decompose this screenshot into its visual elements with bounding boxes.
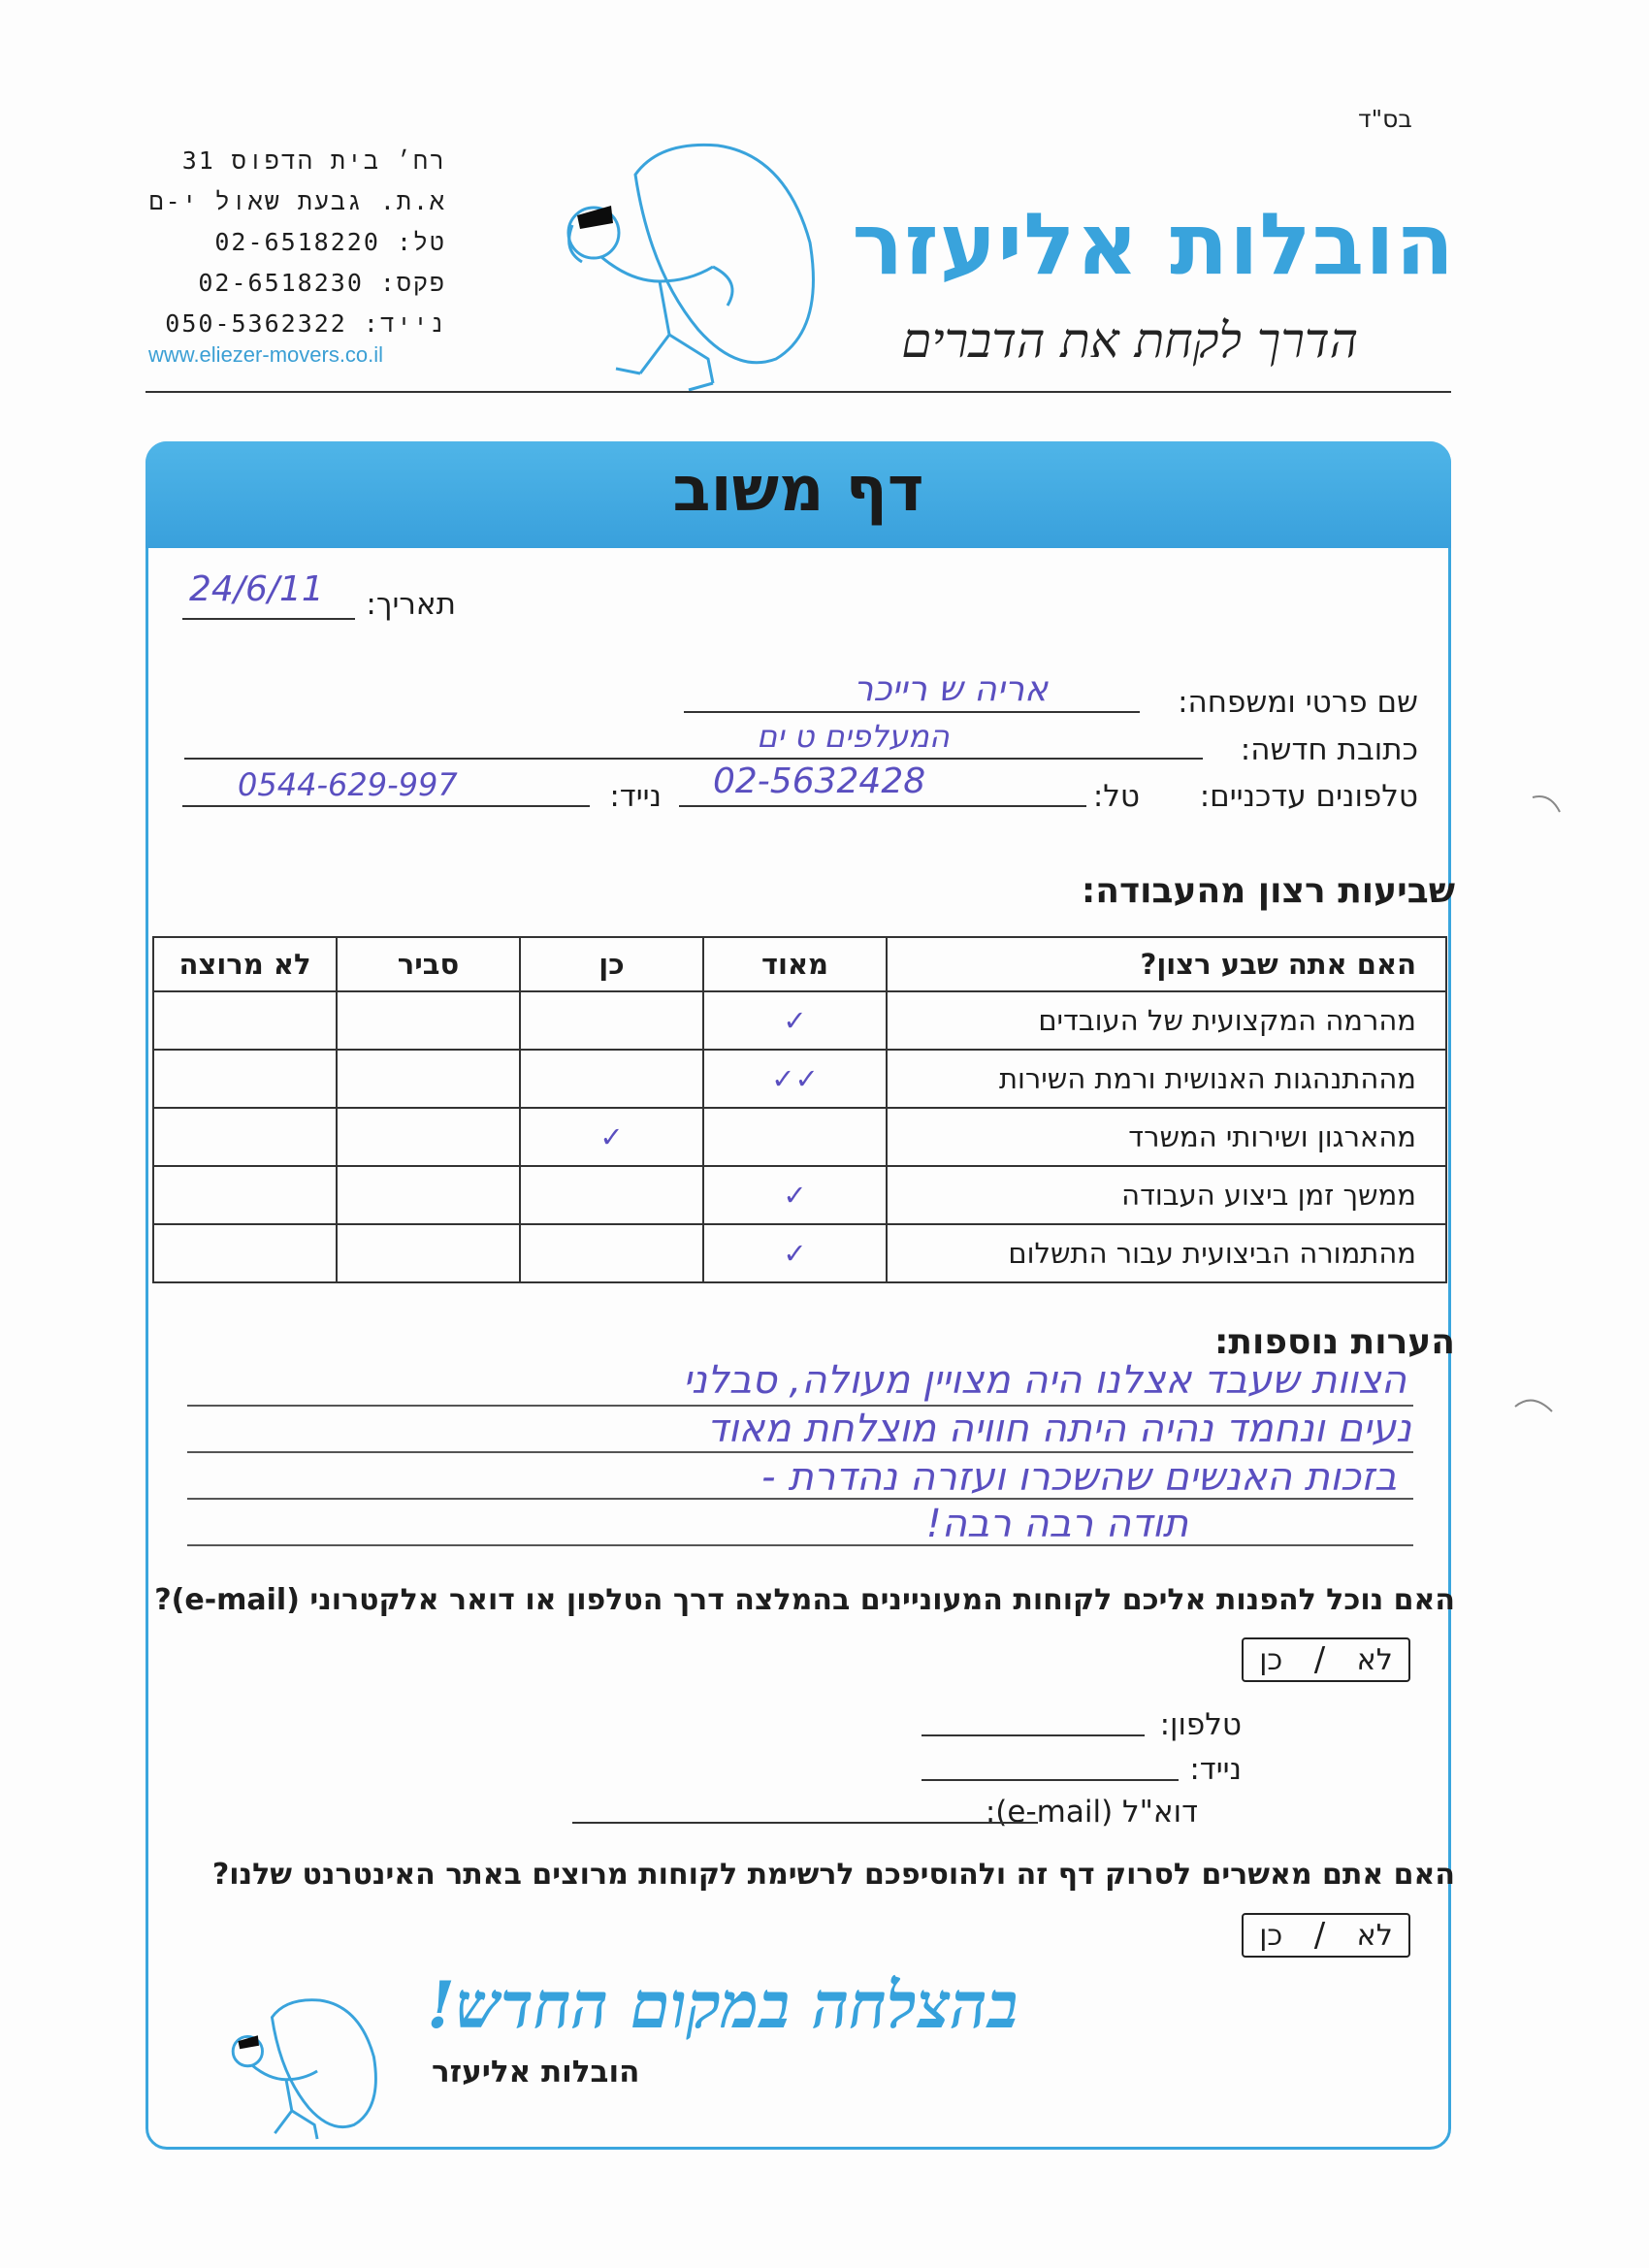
header-divider bbox=[146, 391, 1451, 393]
footer-slogan: בהצלחה במקום החדש! bbox=[427, 1967, 1018, 2043]
check-cell-very[interactable] bbox=[703, 1108, 887, 1166]
check-cell-very[interactable]: ✓ bbox=[703, 991, 887, 1050]
slash-divider: / bbox=[1313, 1916, 1326, 1955]
date-value: 24/6/11 bbox=[189, 569, 324, 609]
footer-company-name: הובלות אליעזר bbox=[432, 2055, 640, 2090]
column-header: סביר bbox=[337, 937, 520, 991]
comment-text: הצוות שעבד אצלנו היה מצויין מעולה, סבלני bbox=[683, 1358, 1406, 1403]
comment-text: תודה רבה רבה! bbox=[925, 1502, 1188, 1546]
check-cell-yes[interactable] bbox=[520, 991, 703, 1050]
tel-value: 02-5632428 bbox=[713, 761, 926, 801]
address-line: א.ת. גבעת שאול י-ם bbox=[148, 187, 446, 215]
row-question: מהרמה המקצועית של העובדים bbox=[887, 991, 1446, 1050]
mobile-value: 0544-629-997 bbox=[238, 766, 458, 803]
no-option[interactable]: לא bbox=[1356, 1918, 1393, 1953]
check-cell-fair[interactable] bbox=[337, 991, 520, 1050]
check-cell-fair[interactable] bbox=[337, 1108, 520, 1166]
slash-divider: / bbox=[1313, 1640, 1326, 1679]
mobile-line[interactable] bbox=[182, 805, 590, 807]
phone-line: טל: 02-6518220 bbox=[214, 228, 446, 256]
satisfaction-heading: שביעות רצון מהעבודה: bbox=[1081, 871, 1455, 911]
scan-yes-no[interactable] bbox=[1242, 1913, 1410, 1958]
yes-option[interactable]: כן bbox=[1259, 1918, 1283, 1953]
check-cell-unhappy[interactable] bbox=[153, 991, 337, 1050]
mover-mascot-icon bbox=[543, 136, 834, 398]
mobile-line: נייד: 050-5362322 bbox=[165, 309, 446, 338]
row-question: מהארגון ושירותי המשרד bbox=[887, 1108, 1446, 1166]
scan-artifact-mark bbox=[1513, 1387, 1562, 1436]
check-cell-fair[interactable] bbox=[337, 1224, 520, 1282]
table-row bbox=[153, 1108, 1446, 1166]
row-question: מההתנהגות האנושית ורמת השירות bbox=[887, 1050, 1446, 1108]
tel-line[interactable] bbox=[679, 805, 1086, 807]
check-cell-fair[interactable] bbox=[337, 1050, 520, 1108]
check-cell-very[interactable]: ✓ bbox=[703, 1224, 887, 1282]
address-label: כתובת חדשה: bbox=[1240, 732, 1418, 767]
name-label: שם פרטי ומשפחה: bbox=[1178, 685, 1418, 720]
name-value: אריה ש רייכר bbox=[854, 669, 1049, 709]
contact-question: האם נוכל להפנות אליכם לקוחות המעוניינים בהמלצה דרך הטלפון או דואר אלקטרוני (e-mail)? bbox=[154, 1583, 1455, 1617]
yes-option[interactable]: כן bbox=[1259, 1642, 1283, 1677]
contact-email-line[interactable] bbox=[572, 1822, 1038, 1824]
bsd-mark: בס"ד bbox=[1358, 105, 1412, 133]
name-line[interactable] bbox=[684, 711, 1140, 713]
fax-line: פקס: 02-6518230 bbox=[198, 269, 446, 297]
check-cell-unhappy[interactable] bbox=[153, 1108, 337, 1166]
contact-phone-line[interactable] bbox=[922, 1734, 1145, 1736]
row-question: ממשך זמן ביצוע העבודה bbox=[887, 1166, 1446, 1224]
form-title: דף משוב bbox=[672, 454, 924, 526]
scan-artifact-mark bbox=[1531, 788, 1569, 826]
no-option[interactable]: לא bbox=[1356, 1642, 1393, 1677]
check-cell-unhappy[interactable] bbox=[153, 1166, 337, 1224]
comments-heading: הערות נוספות: bbox=[1213, 1322, 1455, 1362]
tel-label: טל: bbox=[1092, 779, 1140, 814]
check-cell-fair[interactable] bbox=[337, 1166, 520, 1224]
date-label: תאריך: bbox=[366, 587, 456, 622]
contact-phone-label: טלפון: bbox=[1159, 1707, 1242, 1742]
table-header-row bbox=[153, 937, 1446, 991]
check-cell-yes[interactable] bbox=[520, 1166, 703, 1224]
check-cell-unhappy[interactable] bbox=[153, 1224, 337, 1282]
check-cell-yes[interactable] bbox=[520, 1050, 703, 1108]
column-header: האם אתה שבע רצון? bbox=[887, 937, 1446, 991]
date-line[interactable] bbox=[182, 618, 355, 620]
check-cell-yes[interactable] bbox=[520, 1224, 703, 1282]
table-row bbox=[153, 1166, 1446, 1224]
check-cell-yes[interactable]: ✓ bbox=[520, 1108, 703, 1166]
satisfaction-table bbox=[152, 936, 1447, 1283]
contact-email-label: דוא"ל (e-mail): bbox=[985, 1795, 1198, 1830]
comment-line[interactable] bbox=[187, 1544, 1413, 1546]
check-cell-very[interactable]: ✓✓ bbox=[703, 1050, 887, 1108]
mover-mascot-small-icon bbox=[218, 1993, 388, 2149]
contact-mobile-line[interactable] bbox=[922, 1779, 1179, 1781]
phones-label: טלפונים עדכניים: bbox=[1199, 779, 1418, 814]
address-line-input[interactable] bbox=[184, 758, 1203, 760]
website-link[interactable]: www.eliezer-movers.co.il bbox=[148, 342, 384, 367]
brand-slogan: הדרך לקחת את הדברים bbox=[901, 312, 1358, 369]
address-value: המעלפים ט ים bbox=[757, 718, 950, 755]
contact-yes-no[interactable] bbox=[1242, 1637, 1410, 1682]
check-cell-very[interactable]: ✓ bbox=[703, 1166, 887, 1224]
comment-text: נעים ונחמד נהיה היתה חוויה מוצלחת מאוד bbox=[706, 1407, 1411, 1451]
address-line: רח׳ בית הדפוס 31 bbox=[181, 146, 446, 175]
comment-text: בזכות האנשים שהשכרו ועזרה נהדרת - bbox=[761, 1455, 1397, 1500]
scan-question: האם אתם מאשרים לסרוק דף זה ולהוסיפכם לרשימת לקוחות מרוצים באתר האינטרנט שלנו? bbox=[211, 1858, 1455, 1892]
mobile-label: נייד: bbox=[609, 779, 662, 814]
brand-name: הובלות אליעזר bbox=[852, 194, 1455, 294]
column-header: מאוד bbox=[703, 937, 887, 991]
row-question: מהתמורה הביצועית עבור התשלום bbox=[887, 1224, 1446, 1282]
column-header: לא מרוצה bbox=[153, 937, 337, 991]
table-row bbox=[153, 991, 1446, 1050]
table-row bbox=[153, 1224, 1446, 1282]
company-address bbox=[146, 141, 446, 344]
table-row bbox=[153, 1050, 1446, 1108]
column-header: כן bbox=[520, 937, 703, 991]
contact-mobile-label: נייד: bbox=[1189, 1752, 1242, 1787]
comment-line[interactable] bbox=[187, 1451, 1413, 1453]
check-cell-unhappy[interactable] bbox=[153, 1050, 337, 1108]
